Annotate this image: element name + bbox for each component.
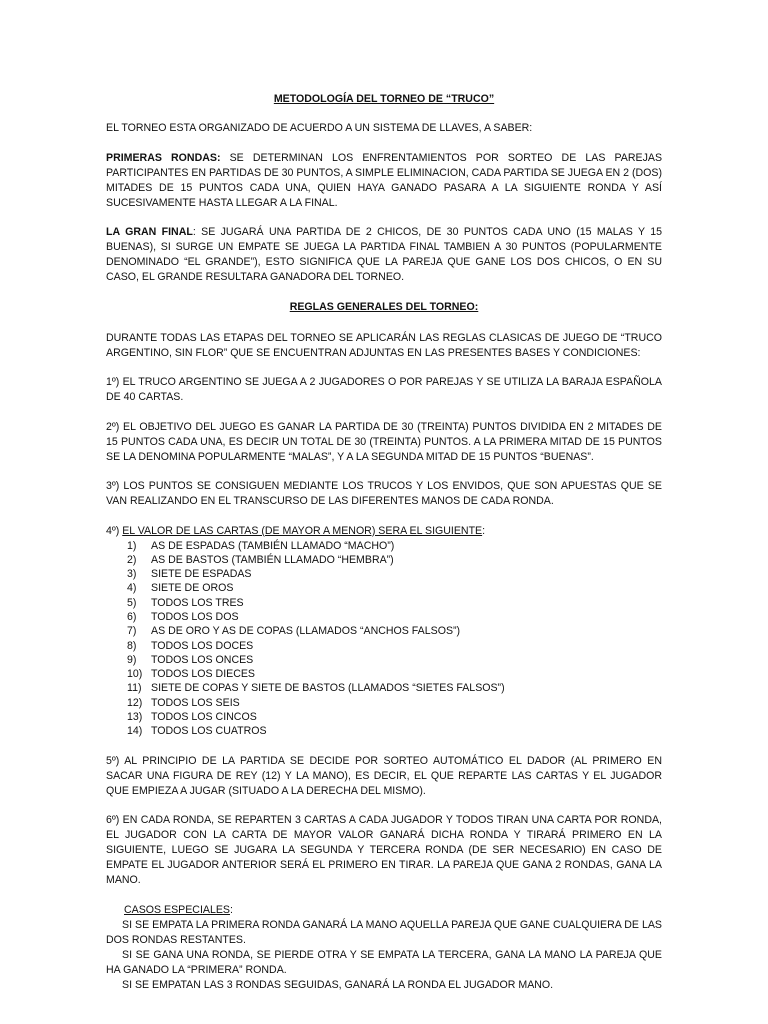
special-case-line: SI SE EMPATA LA PRIMERA RONDA GANARÁ LA MANO AQUELLA PAREJA QUE GANE CUALQUIERA DE LAS DOS RONDAS RESTANTES. — [106, 918, 662, 946]
rule-1: 1º) EL TRUCO ARGENTINO SE JUEGA A 2 JUGADORES O POR PAREJAS Y SE UTILIZA LA BARAJA ESPAÑOLA DE 40 CARTAS. — [106, 376, 662, 403]
list-item-text: AS DE BASTOS (TAMBIÉN LLAMADO “HEMBRA”) — [151, 553, 394, 566]
list-item-number: 9) — [127, 653, 137, 666]
intro-paragraph: EL TORNEO ESTA ORGANIZADO DE ACUERDO A UN SISTEMA DE LLAVES, A SABER: — [106, 122, 533, 134]
primeras-rondas-paragraph — [106, 151, 662, 211]
list-item — [127, 539, 662, 553]
rule-4-heading — [106, 524, 662, 539]
gran-final-lead: LA GRAN FINAL — [106, 226, 193, 238]
list-item — [127, 696, 662, 710]
list-item — [127, 639, 662, 653]
list-item — [127, 596, 662, 610]
special-cases-heading-line — [106, 903, 662, 918]
list-item-number: 10) — [127, 668, 143, 681]
list-item-text: TODOS LOS DOS — [151, 610, 239, 623]
list-item-number: 2) — [127, 553, 137, 566]
list-item — [127, 567, 662, 581]
special-case-line: SI SE GANA UNA RONDA, SE PIERDE OTRA Y SE EMPATA LA TERCERA, GANA LA MANO LA PAREJA QUE HA GANADO LA “PRIMERA” RONDA. — [106, 948, 662, 976]
rule-6: 6º) EN CADA RONDA, SE REPARTEN 3 CARTAS A CADA JUGADOR Y TODOS TIRAN UNA CARTA POR RONDA, EL JUGADOR CON LA CARTA DE MAYOR VALOR GANARÁ DICHA RONDA Y TIRARÁ PRIMERO EN LA SIGUIENTE, LUEGO SE JUGARA LA SEGUNDA Y TERCERA RONDA (DE SER NECESARIO) EN CASO DE EMPATE EL JUGADOR ANTERIOR SERÁ EL PRIMERO EN TIRAR. LA PAREJA QUE GANA 2 RONDAS, GANA LA MANO. — [106, 814, 662, 887]
list-item-text: TODOS LOS TRES — [151, 596, 244, 609]
list-item-number: 5) — [127, 596, 137, 609]
list-item-number: 4) — [127, 582, 137, 595]
special-case-line: SI SE EMPATAN LAS 3 RONDAS SEGUIDAS, GANARÁ LA RONDA EL JUGADOR MANO. — [122, 978, 554, 991]
list-item — [127, 667, 662, 681]
list-item-text: SIETE DE ESPADAS — [151, 568, 252, 581]
document-title: METODOLOGÍA DEL TORNEO DE “TRUCO” — [273, 93, 495, 105]
list-item-number: 8) — [127, 639, 137, 652]
list-item — [127, 681, 662, 695]
card-value-list — [106, 539, 662, 739]
rule-4-prefix: 4º) — [106, 524, 123, 537]
primeras-rondas-lead: PRIMERAS RONDAS: — [106, 151, 221, 164]
list-item — [127, 610, 662, 624]
list-item-number: 7) — [127, 625, 137, 638]
list-item-text: TODOS LOS DIECES — [151, 668, 256, 681]
list-item-number: 1) — [127, 539, 137, 552]
list-item-text: SIETE DE OROS — [151, 582, 234, 595]
rule-4-suffix: : — [482, 524, 486, 537]
list-item-text: TODOS LOS CUATROS — [151, 725, 267, 738]
list-item-number: 3) — [127, 568, 137, 581]
list-item-text: AS DE ORO Y AS DE COPAS (LLAMADOS “ANCHOS FALSOS”) — [151, 625, 461, 638]
special-cases — [106, 903, 662, 993]
gran-final-text: : SE JUGARÁ UNA PARTIDA DE 2 CHICOS, DE 30 PUNTOS CADA UNO (15 MALAS Y 15 BUENAS), SI SURGE UN EMPATE SE JUEGA LA PARTIDA FINAL TAMBIEN A 30 PUNTOS (POPULARMENTE DENOMINADO “EL GRANDE”), ESTO SIGNIFICA QUE LA PAREJA QUE GANE LOS DOS CHICOS, O EN SU CASO, EL GRANDE RESULTARA GANADORA DEL TORNEO. — [106, 226, 662, 283]
list-item-number: 12) — [127, 696, 143, 709]
list-item-text: TODOS LOS DOCES — [151, 639, 254, 652]
list-item-number: 6) — [127, 610, 137, 623]
primeras-rondas-text: SE DETERMINAN LOS ENFRENTAMIENTOS POR SORTEO DE LAS PAREJAS PARTICIPANTES EN PARTIDAS DE 30 PUNTOS, A SIMPLE ELIMINACION, CADA PARTIDA SE JUEGA EN 2 (DOS) MITADES DE 15 PUNTOS CADA UNA, QUIEN HAYA GANADO PASARA A LA SIGUIENTE RONDA Y ASÍ SUCESIVAMENTE HASTA LLEGAR A LA FINAL. — [106, 151, 663, 209]
list-item — [127, 581, 662, 595]
list-item-text: AS DE ESPADAS (TAMBIÉN LLAMADO “MACHO”) — [151, 539, 395, 552]
rule-3: 3º) LOS PUNTOS SE CONSIGUEN MEDIANTE LOS TRUCOS Y LOS ENVIDOS, QUE SON APUESTAS QUE SE VAN REALIZANDO EN EL TRANSCURSO DE LAS DIFERENTES MANOS DE CADA RONDA. — [106, 480, 662, 507]
rules-title: REGLAS GENERALES DEL TORNEO: — [289, 300, 479, 313]
list-item — [127, 724, 662, 738]
rules-intro-paragraph: DURANTE TODAS LAS ETAPAS DEL TORNEO SE APLICARÁN LAS REGLAS CLASICAS DE JUEGO DE “TRUCO ARGENTINO, SIN FLOR” QUE SE ENCUENTRAN ADJUNTAS EN LAS PRESENTES BASES Y CONDICIONES: — [106, 331, 662, 359]
rule-5: 5º) AL PRINCIPIO DE LA PARTIDA SE DECIDE POR SORTEO AUTOMÁTICO EL DADOR (AL PRIMERO EN SACAR UNA FIGURA DE REY (12) Y LA MANO), ES DECIR, EL QUE REPARTE LAS CARTAS Y EL JUGADOR QUE EMPIEZA A JUGAR (SITUADO A LA DERECHA DEL MISMO). — [106, 754, 662, 797]
list-item-number: 14) — [127, 725, 143, 738]
rule-4-underlined: EL VALOR DE LAS CARTAS (DE MAYOR A MENOR) SERA EL SIGUIENTE — [122, 524, 483, 537]
list-item — [127, 624, 662, 638]
list-item — [127, 653, 662, 667]
gran-final-paragraph — [106, 225, 662, 285]
list-item-text: TODOS LOS ONCES — [151, 653, 254, 666]
rule-2: 2º) EL OBJETIVO DEL JUEGO ES GANAR LA PARTIDA DE 30 (TREINTA) PUNTOS DIVIDIDA EN 2 MITADES DE 15 PUNTOS CADA UNA, ES DECIR UN TOTAL DE 30 (TREINTA) PUNTOS. A LA PRIMERA MITAD DE 15 PUNTOS SE LA DENOMINA POPULARMENTE “MALAS”, Y A LA SEGUNDA MITAD DE 15 PUNTOS “BUENAS”. — [106, 420, 662, 463]
special-cases-heading-suffix: : — [229, 903, 233, 916]
special-cases-heading: CASOS ESPECIALES — [124, 903, 230, 916]
list-item — [127, 710, 662, 724]
list-item-text: TODOS LOS CINCOS — [151, 711, 257, 724]
list-item-text: TODOS LOS SEIS — [151, 696, 240, 709]
list-item — [127, 553, 662, 567]
list-item-number: 13) — [127, 711, 143, 724]
list-item-number: 11) — [127, 682, 142, 695]
list-item-text: SIETE DE COPAS Y SIETE DE BASTOS (LLAMADOS “SIETES FALSOS”) — [151, 682, 505, 695]
